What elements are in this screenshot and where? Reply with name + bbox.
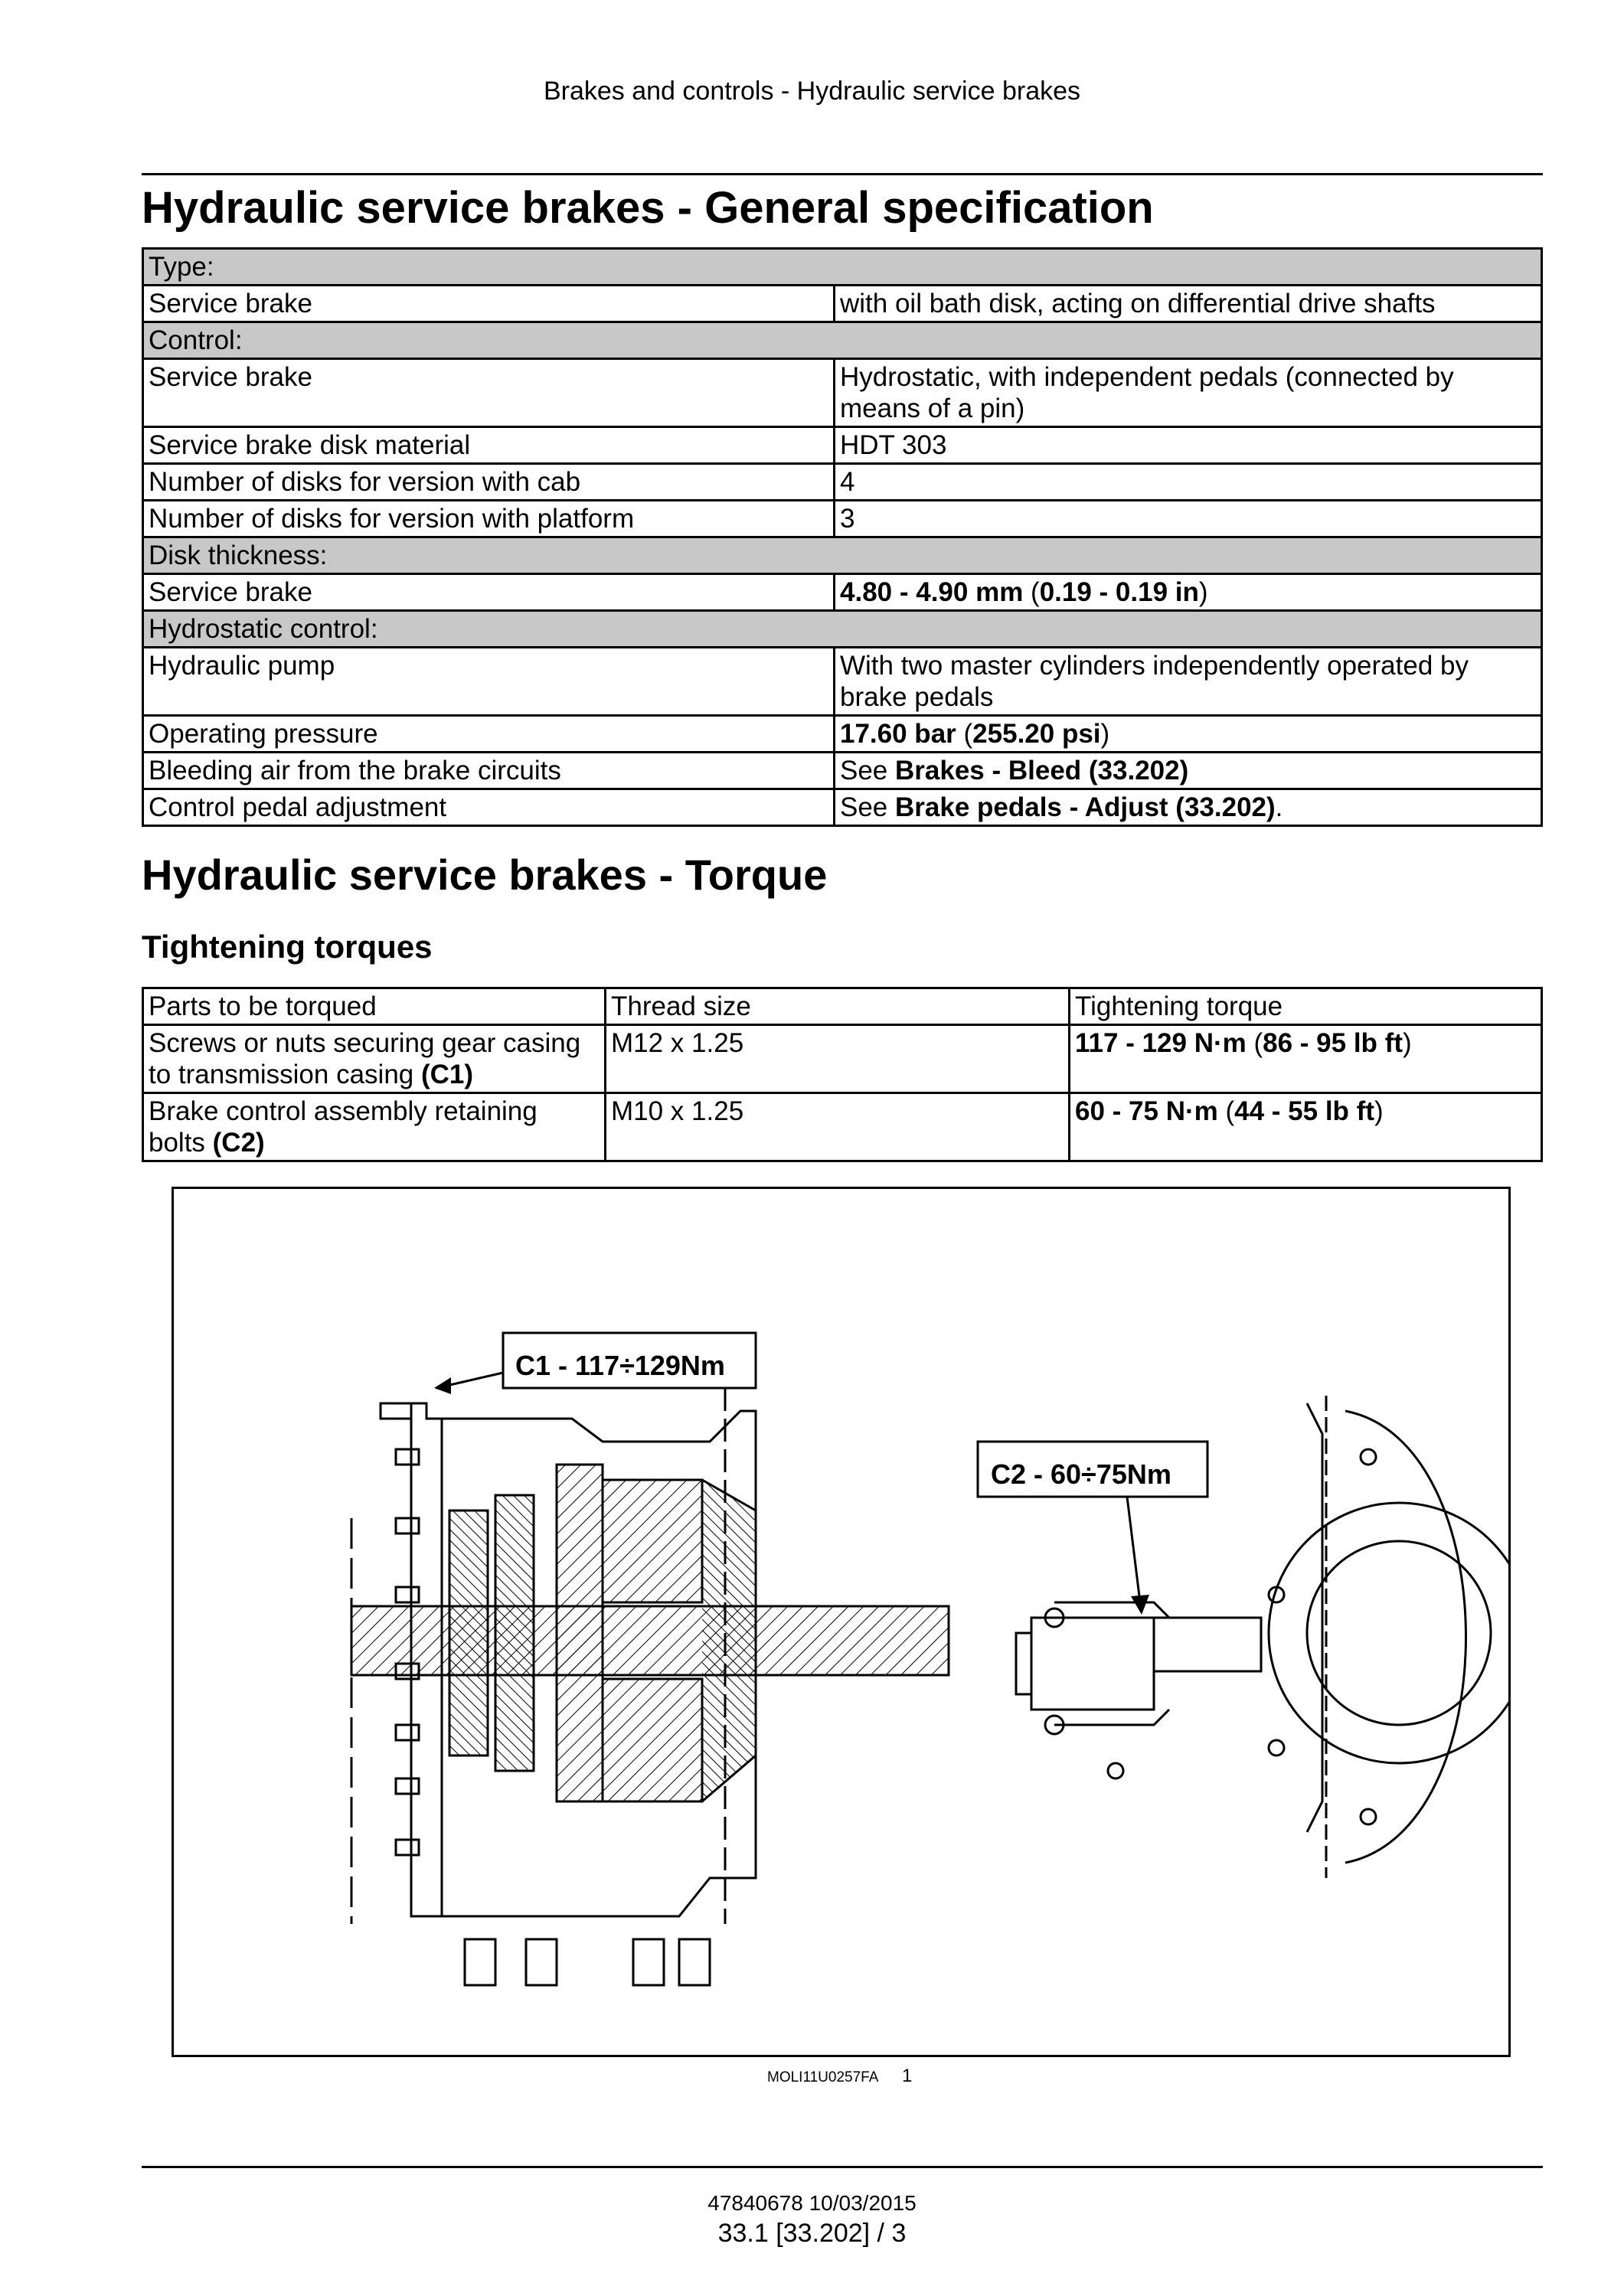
spec-value: Hydrostatic, with independent pedals (connected by means of a pin) xyxy=(835,359,1542,427)
text-run: ( xyxy=(956,719,973,749)
header-torque: Tightening torque xyxy=(1070,988,1542,1025)
footer-rule xyxy=(142,2166,1543,2168)
spec-row xyxy=(143,574,1542,611)
header-rule xyxy=(142,173,1543,175)
spec-value: with oil bath disk, acting on differential drive shafts xyxy=(835,286,1542,322)
text-run: 60 - 75 N·m xyxy=(1075,1096,1218,1126)
spec-section-label: Control: xyxy=(143,322,1542,359)
spec-section-row xyxy=(143,249,1542,286)
torque-value xyxy=(1070,1025,1542,1093)
text-run: See xyxy=(840,792,895,822)
callout-c2-label: C2 - 60÷75Nm xyxy=(991,1458,1171,1490)
spec-row xyxy=(143,501,1542,537)
text-run: (C2) xyxy=(212,1128,265,1158)
text-run: ) xyxy=(1402,1028,1412,1058)
text-run: (C1) xyxy=(420,1060,474,1089)
figure-image-id: MOLI11U0257FA xyxy=(767,2069,879,2085)
gear-casing-section xyxy=(351,1388,949,1985)
torque-thread: M12 x 1.25 xyxy=(606,1025,1070,1093)
spec-label: Service brake xyxy=(143,359,835,427)
text-run: Screws or nuts securing gear casing to transmission casing xyxy=(149,1028,581,1089)
spec-section-label: Type: xyxy=(143,249,1542,286)
text-run: 44 - 55 lb ft xyxy=(1234,1096,1374,1126)
spec-value xyxy=(835,574,1542,611)
torque-thread: M10 x 1.25 xyxy=(606,1093,1070,1161)
spec-row xyxy=(143,359,1542,427)
spec-label: Service brake xyxy=(143,574,835,611)
torque-part xyxy=(143,1025,606,1093)
spec-value: 4 xyxy=(835,464,1542,501)
spec-value: HDT 303 xyxy=(835,427,1542,464)
text-run: 17.60 bar xyxy=(840,719,956,749)
spec-label: Bleeding air from the brake circuits xyxy=(143,753,835,789)
text-run: ) xyxy=(1198,577,1208,607)
spec-value: 3 xyxy=(835,501,1542,537)
spec-row xyxy=(143,286,1542,322)
torque-title: Hydraulic service brakes - Torque xyxy=(142,851,828,899)
general-spec-table xyxy=(142,247,1543,827)
text-run: ( xyxy=(1023,577,1040,607)
text-run: 0.19 - 0.19 in xyxy=(1039,577,1199,607)
spec-row xyxy=(143,464,1542,501)
spec-label: Service brake disk material xyxy=(143,427,835,464)
header-thread: Thread size xyxy=(606,988,1070,1025)
spec-label: Hydraulic pump xyxy=(143,648,835,716)
text-run: ( xyxy=(1217,1096,1235,1126)
document-code: 47840678 10/03/2015 xyxy=(707,2191,917,2215)
spec-section-row xyxy=(143,322,1542,359)
text-run: ) xyxy=(1100,719,1110,749)
figure-frame xyxy=(172,1187,1511,2057)
torque-value xyxy=(1070,1093,1542,1161)
page-reference: 33.1 [33.202] / 3 xyxy=(717,2219,907,2248)
text-run: 255.20 psi xyxy=(972,719,1101,749)
spec-row xyxy=(143,648,1542,716)
spec-row xyxy=(143,789,1542,826)
text-run: 117 - 129 N·m xyxy=(1075,1028,1247,1058)
figure-number: 1 xyxy=(902,2066,913,2086)
spec-row xyxy=(143,716,1542,753)
callout-c1-label: C1 - 117÷129Nm xyxy=(515,1350,725,1381)
running-header: Brakes and controls - Hydraulic service brakes xyxy=(543,77,1081,106)
spec-section-label: Disk thickness: xyxy=(143,537,1542,574)
text-run: Brake control assembly retaining bolts xyxy=(149,1096,538,1158)
header-parts: Parts to be torqued xyxy=(143,988,606,1025)
spec-section-row xyxy=(143,537,1542,574)
spec-label: Operating pressure xyxy=(143,716,835,753)
text-run: See xyxy=(840,756,895,785)
torque-header-row xyxy=(143,988,1542,1025)
torque-part xyxy=(143,1093,606,1161)
spec-value xyxy=(835,789,1542,826)
general-spec-title: Hydraulic service brakes - General specification xyxy=(142,183,1154,233)
torque-subtitle: Tightening torques xyxy=(142,929,433,965)
brake-assembly-drawing xyxy=(174,1189,1508,2055)
text-run: ( xyxy=(1246,1028,1263,1058)
text-run: 4.80 - 4.90 mm xyxy=(840,577,1024,607)
text-run: . xyxy=(1275,792,1283,822)
spec-label: Control pedal adjustment xyxy=(143,789,835,826)
text-run: ) xyxy=(1374,1096,1384,1126)
text-run: Brake pedals - Adjust (33.202) xyxy=(895,792,1276,822)
spec-value xyxy=(835,716,1542,753)
spec-section-row xyxy=(143,611,1542,648)
torque-row xyxy=(143,1025,1542,1093)
text-run: 86 - 95 lb ft xyxy=(1263,1028,1403,1058)
spec-label: Number of disks for version with platform xyxy=(143,501,835,537)
spec-section-label: Hydrostatic control: xyxy=(143,611,1542,648)
torque-table xyxy=(142,987,1543,1162)
spec-value: With two master cylinders independently operated by brake pedals xyxy=(835,648,1542,716)
spec-label: Number of disks for version with cab xyxy=(143,464,835,501)
spec-row xyxy=(143,753,1542,789)
spec-value xyxy=(835,753,1542,789)
spec-label: Service brake xyxy=(143,286,835,322)
text-run: Brakes - Bleed (33.202) xyxy=(895,756,1189,785)
torque-row xyxy=(143,1093,1542,1161)
spec-row xyxy=(143,427,1542,464)
